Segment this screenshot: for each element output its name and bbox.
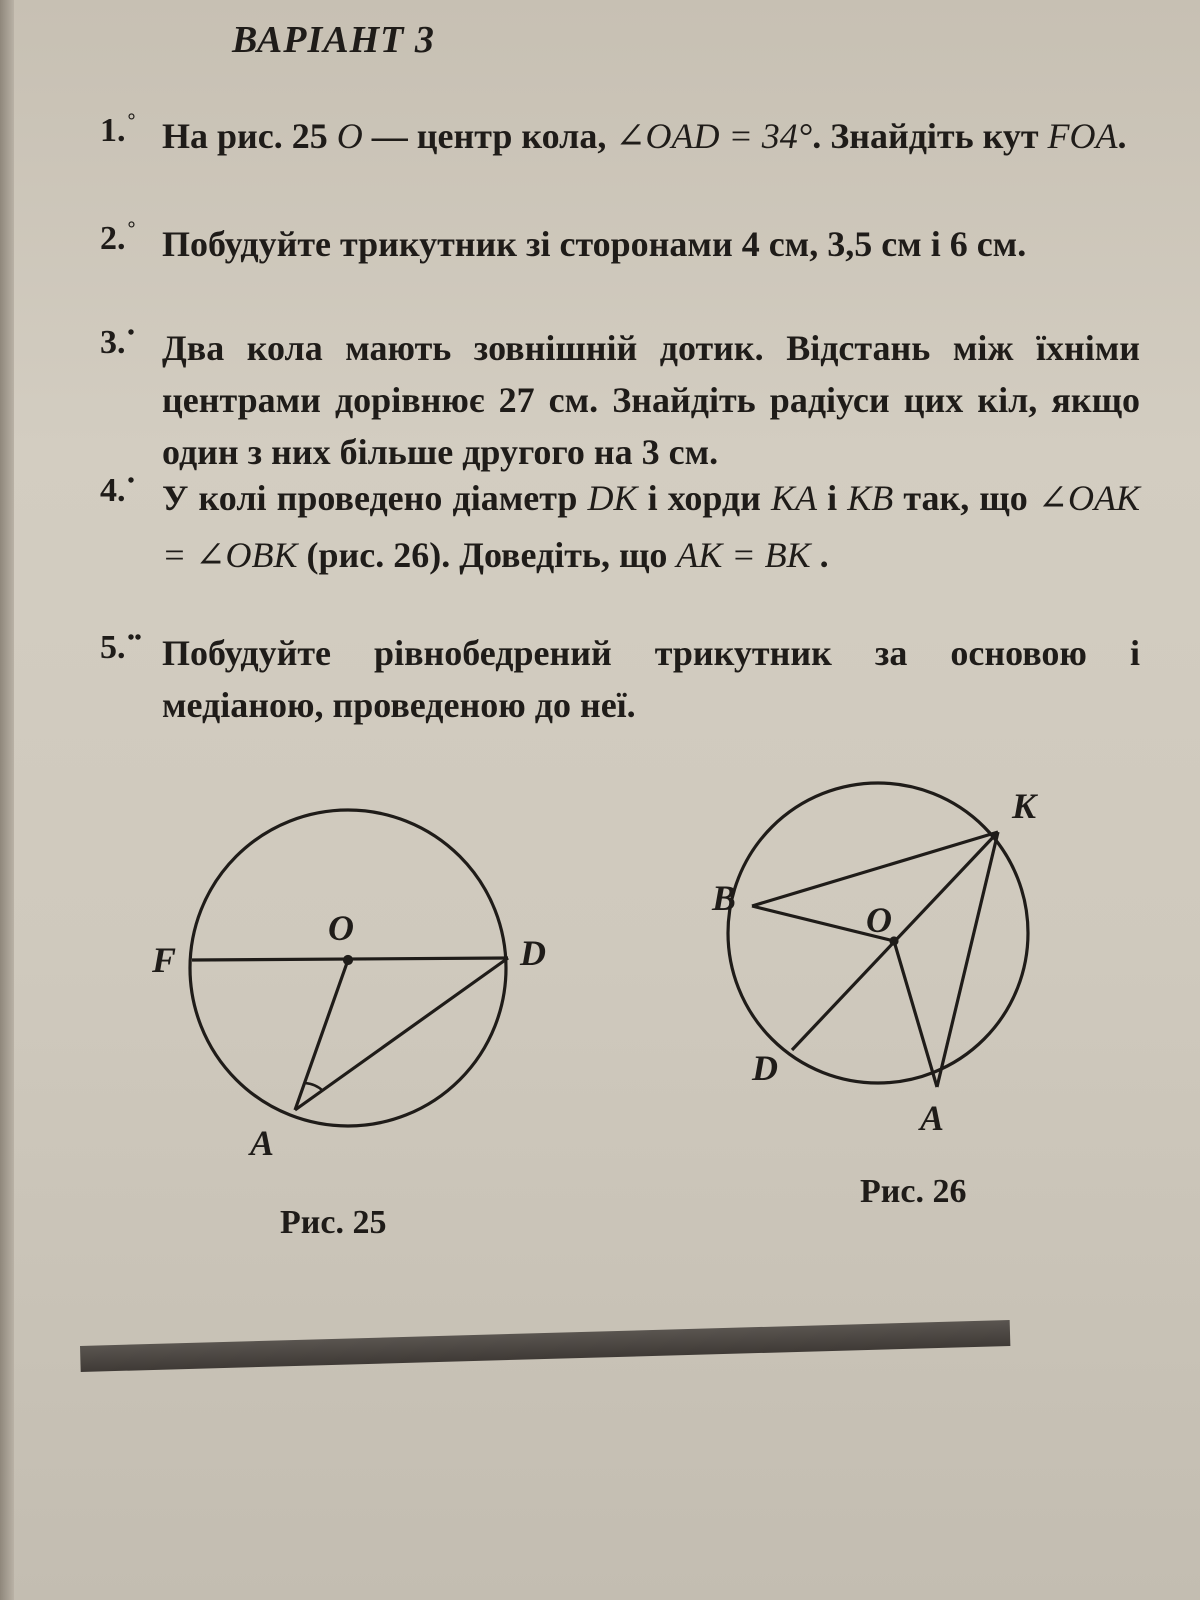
angle-mark-OAD xyxy=(305,1083,323,1091)
difficulty-mark: • xyxy=(127,322,135,344)
label-B: B xyxy=(712,878,737,918)
label-A: A xyxy=(920,1098,945,1138)
caption-fig-25: Рис. 25 xyxy=(280,1204,387,1241)
label-D: D xyxy=(520,933,546,973)
segment-OA xyxy=(894,941,937,1087)
label-A: A xyxy=(250,1123,275,1163)
task-3-number: 3. • xyxy=(100,322,135,361)
difficulty-mark: •• xyxy=(127,627,142,649)
label-K: K xyxy=(1012,786,1037,826)
task-4-number: 4. • xyxy=(100,470,135,509)
variant-title: ВАРІАНТ 3 xyxy=(232,19,435,61)
difficulty-mark: ° xyxy=(127,218,136,240)
task-1-text: На рис. 25 O — центр кола, ∠OAD = 34°. Знайдіть кут FOA. xyxy=(162,116,1127,156)
task-4-text: У колі проведено діаметр DK і хорди KA і KB так, що ∠OAK = ∠OBK (рис. 26). Доведіть, що AK = BK . xyxy=(162,478,1140,575)
task-3-text: Два кола мають зовнішній дотик. Відстань між їхніми центрами дорівнює 27 см. Знайдіть радіуси цих кіл, якщо один з них більше другого на 3 см. xyxy=(162,328,1140,472)
label-O: O xyxy=(866,900,892,940)
task-5-text: Побудуйте рівнобедрений трикутник за основою і медіаною, проведеною до неї. xyxy=(162,633,1140,725)
label-O: O xyxy=(328,908,354,948)
difficulty-mark: • xyxy=(127,470,135,492)
task-2-number: 2. ° xyxy=(100,218,136,257)
chord-AD xyxy=(295,958,508,1110)
circle-25 xyxy=(190,810,506,1126)
caption-fig-26: Рис. 26 xyxy=(860,1173,967,1210)
chord-KA xyxy=(937,832,998,1087)
task-5-number: 5. •• xyxy=(100,627,142,666)
figure-25 xyxy=(190,810,508,1126)
task-1-number: 1. ° xyxy=(100,110,136,149)
center-point-O xyxy=(345,957,352,964)
difficulty-mark: ° xyxy=(127,110,136,132)
label-D: D xyxy=(752,1048,778,1088)
label-F: F xyxy=(152,940,177,980)
task-2-text: Побудуйте трикутник зі сторонами 4 см, 3,5 см і 6 см. xyxy=(162,224,1027,264)
segment-OA xyxy=(295,960,348,1110)
